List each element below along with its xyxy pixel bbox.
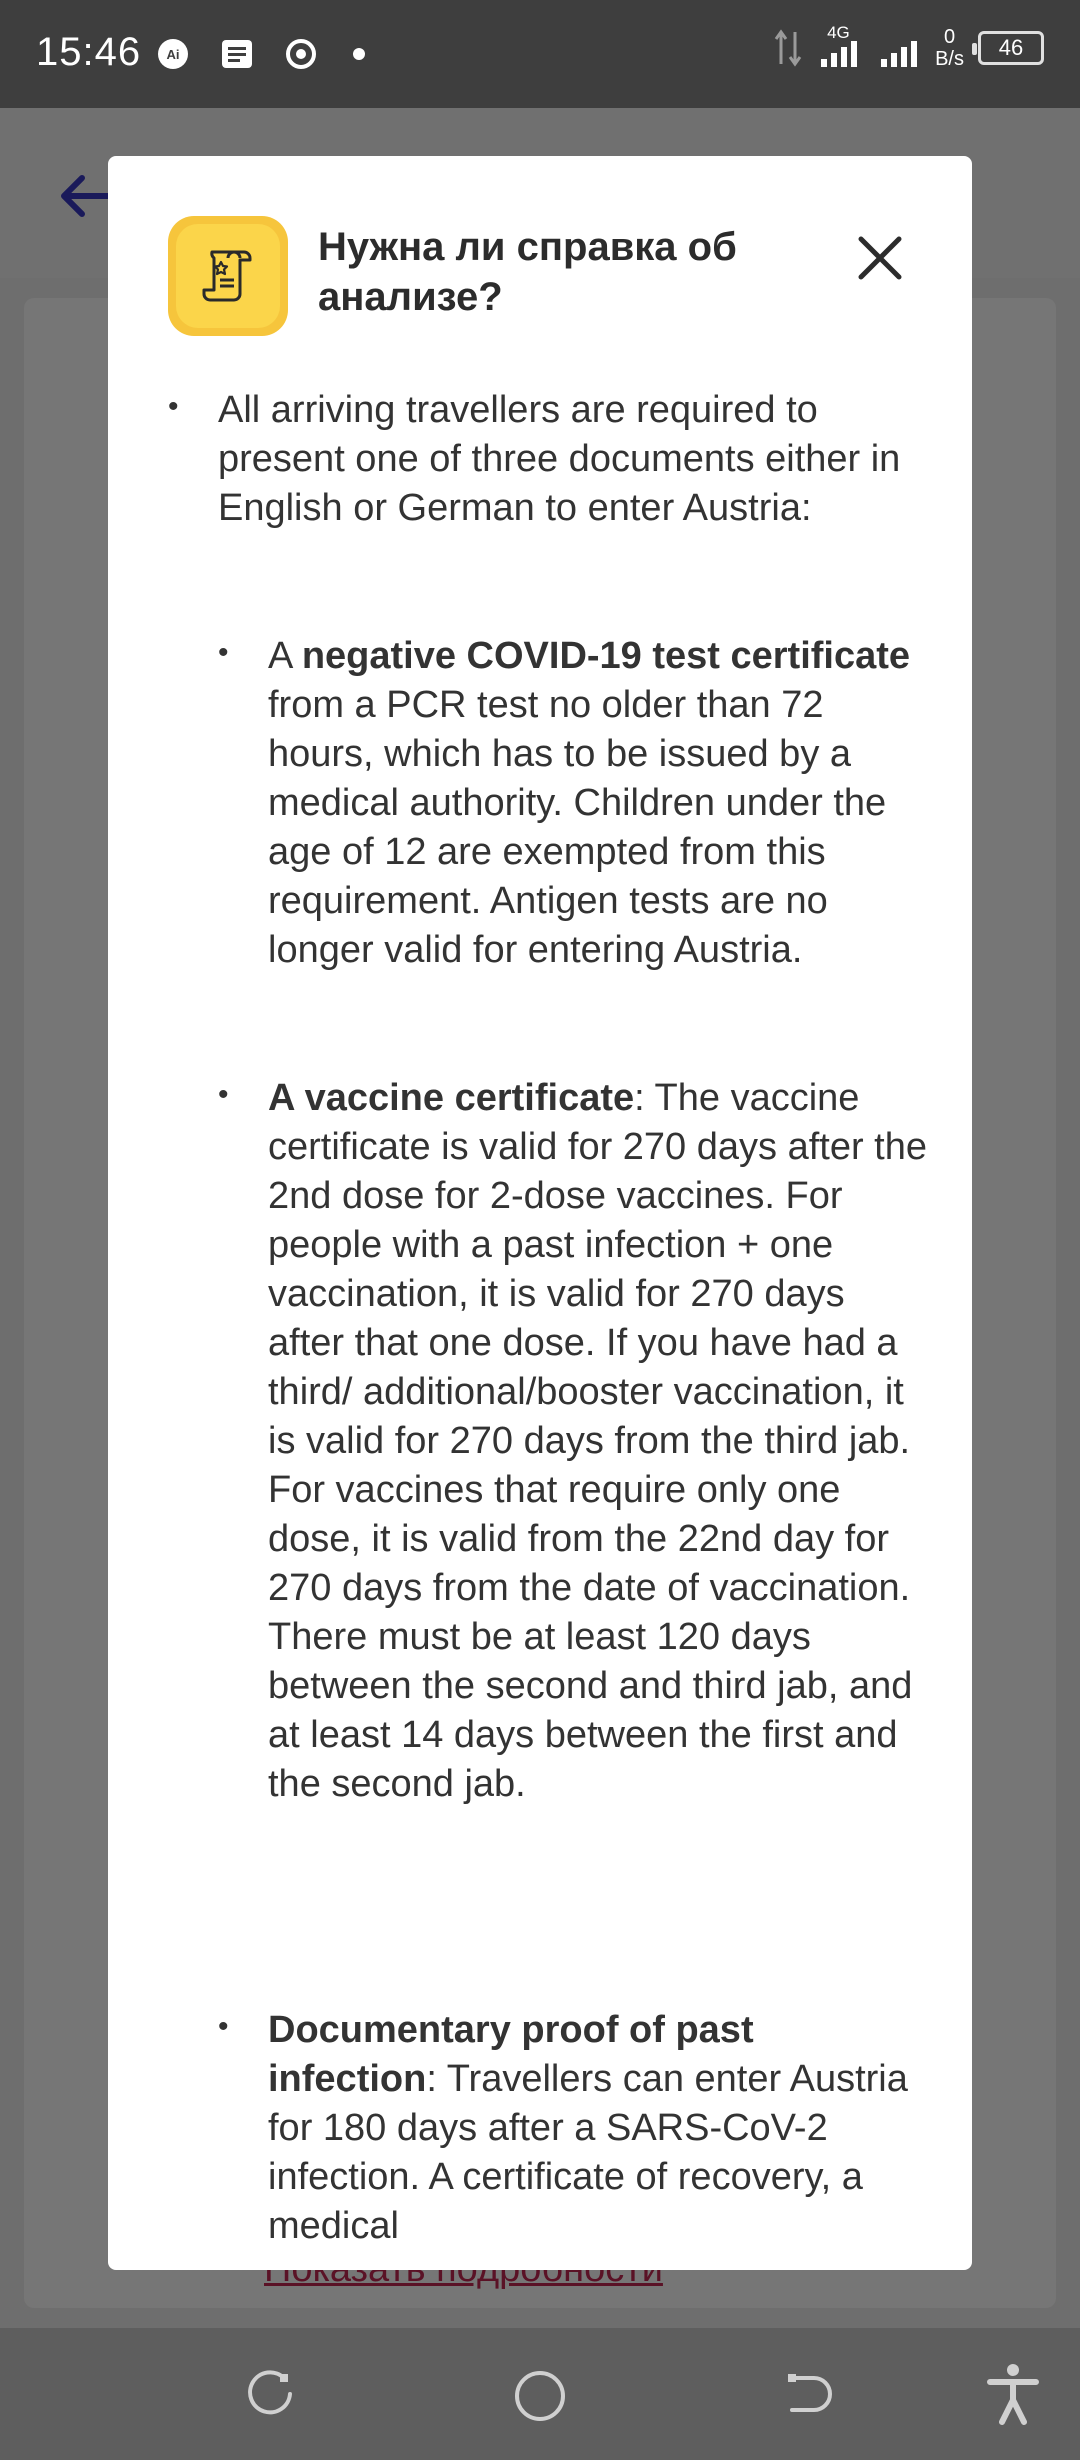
modal-icon-badge-inner: [176, 224, 280, 328]
net-speed: [935, 26, 964, 70]
status-bar: [0, 0, 1080, 108]
signal-icon: [877, 27, 921, 69]
modal-body: [108, 386, 972, 2247]
modal-icon-badge: [168, 216, 288, 336]
list-item-title: Documentary proof of past infection: [268, 2009, 754, 2100]
document-scroll-icon: [196, 244, 260, 308]
network-type: 4G: [827, 23, 850, 42]
bullet-marker: •: [218, 1078, 229, 1111]
bullet-marker: •: [168, 390, 179, 423]
navigation-bar: [0, 2328, 1080, 2460]
dot-icon: [353, 48, 365, 60]
net-speed-unit: B/s: [935, 48, 964, 70]
bullet-marker: •: [218, 636, 229, 669]
bullet-marker: •: [218, 2010, 229, 2043]
close-icon: [857, 235, 903, 281]
data-arrows-icon: [773, 28, 803, 68]
home-icon[interactable]: [512, 2368, 568, 2424]
sync-icon: [283, 36, 319, 72]
list-item-text: from a PCR test no older than 72 hours, which has to be issued by a medical authority. Children under the age of 12 are exempted from this requirement. Antigen tests are no longer valid for entering Austria.: [268, 684, 887, 971]
message-icon: [219, 36, 255, 72]
list-item: [268, 632, 928, 975]
battery-level: 46: [998, 35, 1024, 60]
accessibility-icon[interactable]: [986, 2362, 1040, 2426]
list-item-title: negative COVID-19 test certificate: [301, 635, 911, 677]
list-item: [268, 2006, 928, 2251]
modal-title: Нужна ли справка об анализе?: [318, 225, 737, 319]
status-notification-icons: [155, 36, 365, 72]
status-time: 15:46: [36, 30, 142, 74]
notification-icon: [155, 36, 191, 72]
arrow-left-icon: [54, 166, 114, 226]
net-speed-value: 0: [943, 26, 956, 48]
svg-text:Ai: Ai: [166, 47, 180, 62]
list-item-title: A vaccine certificate: [268, 1077, 635, 1119]
list-item-prefix: A: [268, 635, 302, 677]
close-button[interactable]: [848, 226, 912, 290]
battery-icon: [978, 31, 1044, 65]
status-system-icons: [773, 23, 1044, 70]
info-modal: [108, 156, 972, 2270]
recent-apps-icon[interactable]: [244, 2368, 296, 2420]
list-item: [268, 1074, 928, 1809]
list-item-text: : The vaccine certificate is valid for 270 days after the 2nd dose for 2-dose vaccines. For people with a past infection + one vaccination, it is valid for 270 days after that one dose. If you have had a third/ additional/booster vaccination, it is valid for 270 days from the third jab. For vaccines that require only one dose, it is valid from the 22nd day for 270 days from the date of vaccination. There must be at least 120 days between the second and third jab, and at least 14 days between the first and the second jab.: [268, 1077, 927, 1805]
intro-text: All arriving travellers are required to present one of three documents either in English or German to enter Austria:: [218, 389, 901, 529]
list-item-text: : Travellers can enter Austria for 180 days after a SARS-CoV-2 infection. A certificate of recovery, a medical: [268, 2058, 908, 2247]
signal-4g-icon: [817, 23, 863, 69]
back-icon[interactable]: [784, 2368, 836, 2420]
